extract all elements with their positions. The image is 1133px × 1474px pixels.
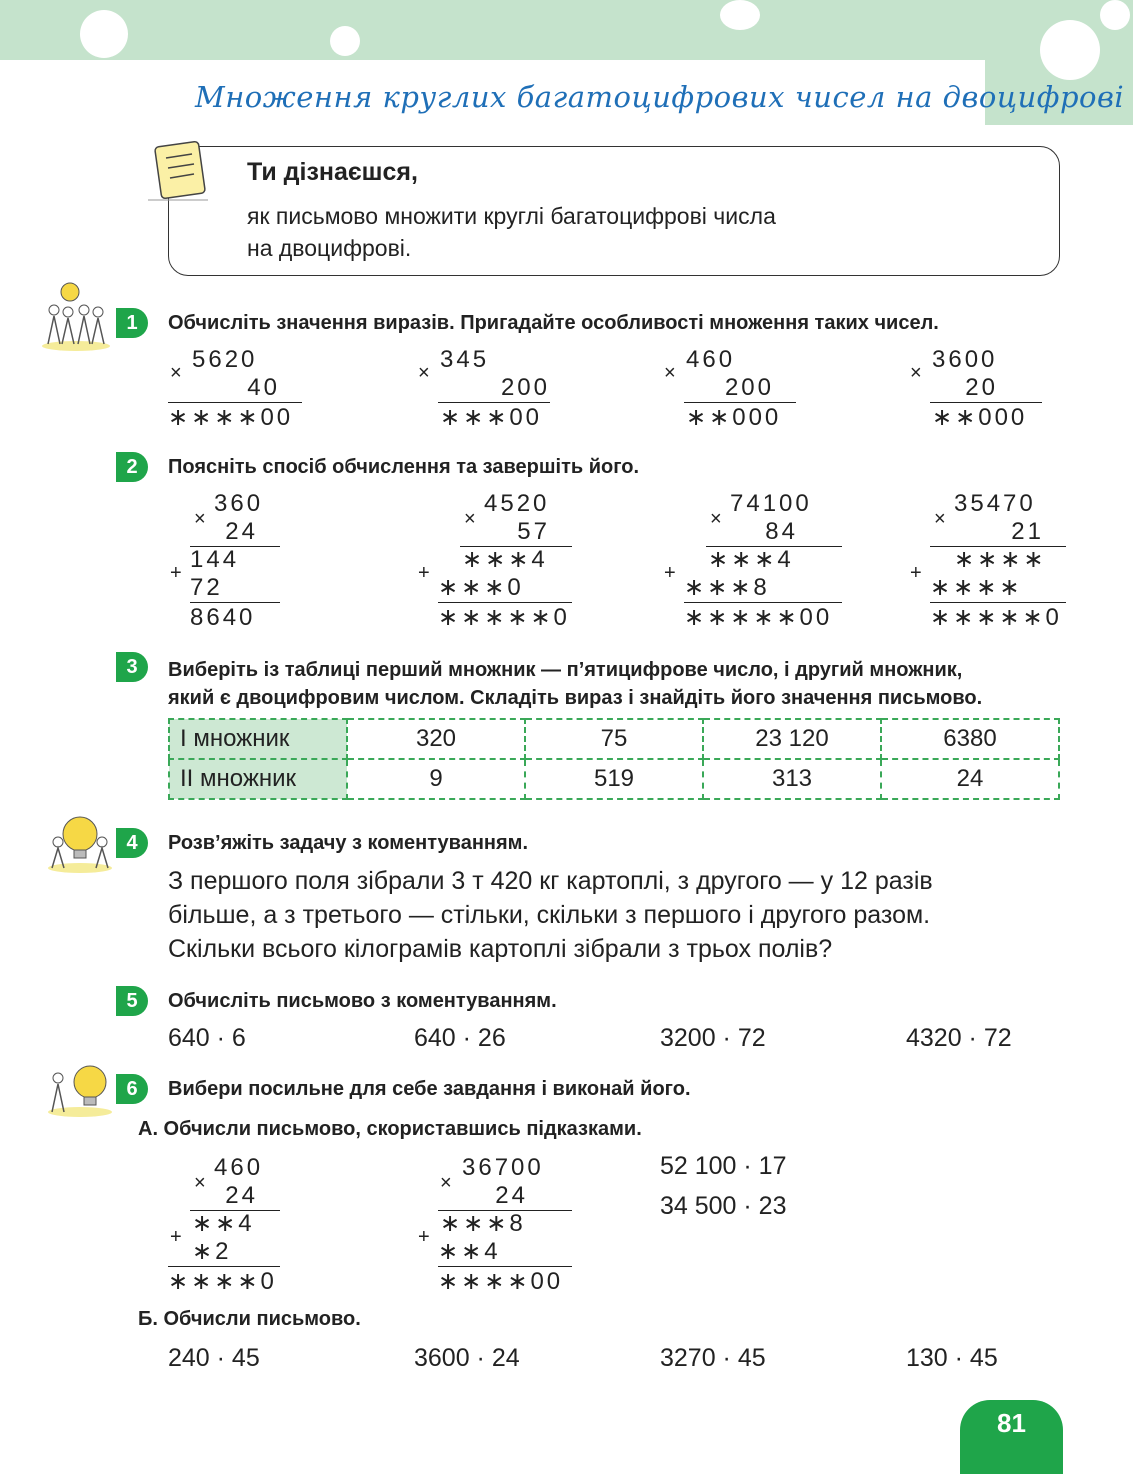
learn-text — [247, 200, 1007, 264]
multiplicand: 345 — [440, 346, 490, 373]
multiplier: 24 — [190, 1182, 280, 1211]
header-band — [0, 0, 1133, 60]
result: ∗∗∗∗00 — [438, 1268, 564, 1295]
result: 8640 — [190, 604, 256, 631]
learn-heading: Ти дізнаєшся, — [247, 158, 418, 186]
problem-line: більше, а з третього — стільки, скільки з першого і другого разом. — [168, 901, 931, 929]
times-sign: × — [194, 1172, 206, 1194]
partial-product: 144 — [190, 546, 240, 573]
times-sign: × — [464, 508, 476, 530]
multiplier: 200 — [438, 374, 550, 403]
plus-sign: + — [170, 562, 182, 584]
expression: 4320 · 72 — [906, 1024, 1012, 1052]
table-cell: 6380 — [881, 719, 1059, 759]
expression: 34 500 · 23 — [660, 1192, 787, 1220]
times-sign: × — [910, 362, 922, 384]
result: ∗∗∗∗∗0 — [438, 604, 570, 631]
subtask-a-heading: А. Обчисли письмово, скориставшись підказками. — [138, 1118, 642, 1140]
task6-instruction: Вибери посильне для себе завдання і виконай його. — [168, 1078, 691, 1100]
table-row — [169, 759, 1059, 799]
expression: 240 · 45 — [168, 1344, 260, 1372]
page-number: 81 — [960, 1400, 1063, 1474]
expression: 640 · 6 — [168, 1024, 246, 1052]
times-sign: × — [170, 362, 182, 384]
result: ∗∗∗∗0 — [168, 1268, 277, 1295]
times-sign: × — [440, 1172, 452, 1194]
multiplier: 24 — [438, 1182, 572, 1211]
result: ∗∗∗∗00 — [168, 404, 294, 431]
problem-line: З першого поля зібрали 3 т 420 кг картоплі, з другого — у 12 разів — [168, 867, 933, 895]
multiplicand: 5620 — [192, 346, 258, 373]
multiplier: 21 — [930, 518, 1066, 547]
table-row — [169, 719, 1059, 759]
team-lightbulb-icon — [40, 280, 112, 352]
result: ∗∗∗00 — [440, 404, 543, 431]
expression: 3270 · 45 — [660, 1344, 766, 1372]
expression: 3600 · 24 — [414, 1344, 520, 1372]
partial-product: ∗∗∗0 — [438, 574, 572, 603]
learn-text-line: на двоцифрові. — [247, 235, 412, 261]
result: ∗∗000 — [686, 404, 782, 431]
table-cell: 9 — [347, 759, 525, 799]
expression: 3200 · 72 — [660, 1024, 766, 1052]
table-cell: 320 — [347, 719, 525, 759]
partial-product: ∗∗∗∗ — [930, 574, 1066, 603]
partial-product: ∗∗∗4 — [708, 546, 794, 573]
task-number-badge: 4 — [116, 828, 148, 858]
task3-instruction — [168, 656, 982, 712]
task4-instruction: Розв’яжіть задачу з коментуванням. — [168, 832, 528, 854]
table-cell: 75 — [525, 719, 703, 759]
partial-product: ∗∗4 — [438, 1238, 572, 1267]
result: ∗∗∗∗∗0 — [930, 604, 1062, 631]
plus-sign: + — [170, 1226, 182, 1248]
multiplier: 84 — [706, 518, 842, 547]
multiplicand: 460 — [214, 1154, 264, 1181]
decor-bubble — [720, 0, 760, 30]
expression: 130 · 45 — [906, 1344, 998, 1372]
partial-product: ∗∗∗8 — [440, 1210, 526, 1237]
task1-instruction: Обчисліть значення виразів. Пригадайте особливості множення таких чисел. — [168, 312, 939, 334]
plus-sign: + — [418, 562, 430, 584]
times-sign: × — [934, 508, 946, 530]
expression: 52 100 · 17 — [660, 1152, 787, 1180]
row-header: І множник — [169, 719, 347, 759]
plus-sign: + — [418, 1226, 430, 1248]
subtask-b-heading: Б. Обчисли письмово. — [138, 1308, 361, 1330]
decor-bubble — [1040, 20, 1100, 80]
decor-bubble — [330, 26, 360, 56]
multiplier: 40 — [168, 374, 302, 403]
lightbulb-person-icon — [44, 1060, 114, 1118]
decor-bubble — [80, 10, 128, 58]
partial-product: ∗2 — [168, 1238, 280, 1267]
times-sign: × — [194, 508, 206, 530]
notepad-icon — [148, 138, 214, 204]
task-number-badge: 2 — [116, 452, 148, 482]
multipliers-table — [168, 718, 1060, 800]
partial-product: ∗∗∗4 — [462, 546, 548, 573]
result: ∗∗∗∗∗00 — [684, 604, 833, 631]
plus-sign: + — [664, 562, 676, 584]
learn-text-line: як письмово множити круглі багатоцифрові числа — [247, 203, 776, 229]
table-cell: 313 — [703, 759, 881, 799]
task5-instruction: Обчисліть письмово з коментуванням. — [168, 990, 557, 1012]
table-cell: 519 — [525, 759, 703, 799]
row-header: ІІ множник — [169, 759, 347, 799]
multiplicand: 4520 — [484, 490, 550, 517]
multiplier: 200 — [684, 374, 796, 403]
word-problem — [168, 864, 1068, 966]
task-number-badge: 3 — [116, 652, 148, 682]
partial-product: 72 — [190, 574, 280, 603]
task3-line: який є двоцифровим числом. Складіть вираз і знайдіть його значення письмово. — [168, 687, 983, 709]
lightbulb-helpers-icon — [44, 812, 114, 874]
times-sign: × — [710, 508, 722, 530]
multiplicand: 460 — [686, 346, 736, 373]
multiplicand: 3600 — [932, 346, 998, 373]
task-number-badge: 5 — [116, 986, 148, 1016]
multiplier: 24 — [190, 518, 280, 547]
problem-line: Скільки всього кілограмів картоплі зібрали з трьох полів? — [168, 935, 833, 963]
task-number-badge: 6 — [116, 1074, 148, 1104]
multiplicand: 36700 — [462, 1154, 544, 1181]
expression: 640 · 26 — [414, 1024, 506, 1052]
table-cell: 23 120 — [703, 719, 881, 759]
times-sign: × — [664, 362, 676, 384]
result: ∗∗000 — [932, 404, 1028, 431]
decor-bubble — [1100, 0, 1130, 30]
task-number-badge: 1 — [116, 308, 148, 338]
multiplicand: 360 — [214, 490, 264, 517]
partial-product: ∗∗∗∗ — [954, 546, 1047, 573]
task2-instruction: Поясніть спосіб обчислення та завершіть його. — [168, 456, 640, 478]
multiplier: 20 — [930, 374, 1042, 403]
partial-product: ∗∗∗8 — [684, 574, 842, 603]
table-cell: 24 — [881, 759, 1059, 799]
partial-product: ∗∗4 — [192, 1210, 255, 1237]
task3-line: Виберіть із таблиці перший множник — п’ятицифрове число, і другий множник, — [168, 659, 963, 681]
multiplier: 57 — [460, 518, 572, 547]
column-mult — [192, 346, 257, 374]
page-title: Множення круглих багатоцифрових чисел на двоцифрові — [195, 80, 1125, 114]
plus-sign: + — [910, 562, 922, 584]
times-sign: × — [418, 362, 430, 384]
multiplicand: 35470 — [954, 490, 1036, 517]
multiplicand: 74100 — [730, 490, 812, 517]
